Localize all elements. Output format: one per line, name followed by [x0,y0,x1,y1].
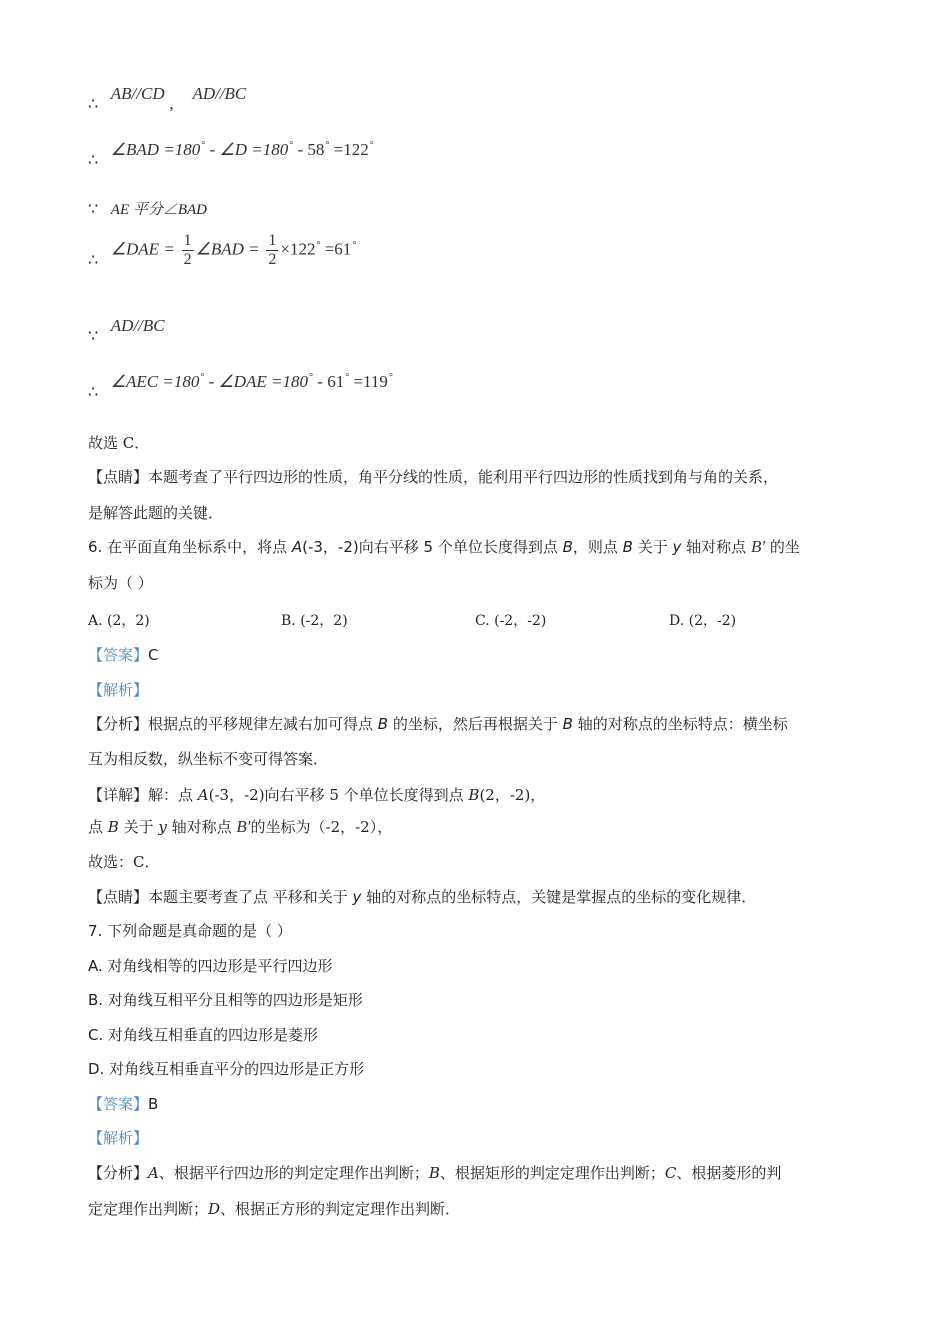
point-b: B [107,818,119,836]
answer-tag: 【答案】 [88,646,149,664]
proof-line-1 [88,84,247,113]
point-b-prime: B′ [750,537,766,556]
fraction-half [266,232,278,269]
point-a: A [291,538,303,556]
q7-fenxi-text: 、根据平行四边形的判定定理作出判断； [158,1164,429,1182]
choose-c-line: 故选 C． [88,434,150,452]
ae-bisects: AE 平分∠BAD [110,202,208,218]
q6-option-c: C. (-2，-2) [475,613,547,629]
math-bad: ∠BAD = [195,239,260,259]
q6-text: 6. 在平面直角坐标系中，将点 [88,538,292,556]
option-letter-c: C [664,1164,677,1182]
q6-xiangjie-text: 【详解】解：点 [88,786,198,804]
answer-tag: 【答案】 [88,1095,149,1113]
option-letter-a: A [148,1164,159,1182]
q6-dianjing-text: 【点睛】本题主要考查了点 平移和关于 [88,888,353,906]
degree: ° [325,140,330,151]
degree: ° [316,239,321,251]
dianjing-line-1: 【点睛】本题考查了平行四边形的性质，角平分线的性质，能利用平行四边形的性质找到角与角的关系， [88,468,779,486]
degree: ° [388,372,393,383]
q6-fenxi-line-2: 互为相反数，纵坐标不变可得答案． [88,750,329,768]
q6-option-a: A. (2，2) [88,613,150,629]
q7-fenxi-line-1 [88,1162,781,1183]
q6-choose-line: 故选：C． [88,853,160,871]
q6-xiangjie-line-2 [88,816,392,837]
q7-option-d: D. 对角线互相垂直平分的四边形是正方形 [88,1060,365,1078]
q6-fenxi-text: 的坐标，然后再根据关于 [388,715,563,733]
point-b: B [377,715,389,733]
therefore-symbol: ∴ [88,94,99,113]
q6-answer-line [88,644,159,665]
q6-stem-line-1 [88,536,800,557]
q7-fenxi-text: 、根据矩形的判定定理作出判断； [439,1164,665,1182]
q6-xiangjie-text: 关于 [118,818,159,836]
math-61: =61 [320,239,352,259]
q6-answer: C [148,646,159,664]
math-aec: ∠AEC =180 [110,372,200,391]
math-122: =122 [329,140,369,159]
therefore-symbol: ∴ [88,150,99,169]
numerator: 1 [183,232,192,249]
proof-line-6 [88,372,393,401]
q6-text: (-3，-2)向右平移 5 个单位长度得到点 [302,538,563,556]
q6-text: 的坐 [765,538,800,556]
point-b: B [562,715,573,733]
q6-jiexi-tag: 【解析】 [88,681,149,699]
point-a: A [197,786,209,804]
denominator: 2 [268,251,277,268]
point-b: B [468,786,480,804]
dianjing-line-2: 是解答此题的关键． [88,504,224,522]
q7-fenxi-text: 定定理作出判断； [88,1200,209,1218]
q7-option-b: B. 对角线互相平分且相等的四边形是矩形 [88,991,363,1009]
point-b: B [562,538,573,556]
q6-stem-line-2: 标为（ ） [88,574,153,592]
math-bad: ∠BAD =180 [110,140,201,159]
comma: , [169,94,174,113]
therefore-symbol: ∴ [88,382,99,401]
degree: ° [289,140,294,151]
degree: ° [369,140,374,151]
q6-option-b: B. (-2，2) [281,613,348,629]
q7-option-a: A. 对角线相等的四边形是平行四边形 [88,957,333,975]
degree: ° [352,239,357,251]
math-61: - 61 [313,372,345,391]
q6-fenxi-text: 【分析】根据点的平移规律左减右加可得点 [88,715,378,733]
because-symbol: ∵ [88,199,99,218]
degree: ° [200,372,205,383]
proof-line-4 [88,232,356,269]
math-times-122: ×122 [280,239,316,259]
math-d: - ∠D =180 [205,140,289,159]
numerator: 1 [268,232,277,249]
option-letter-b: B [428,1164,440,1182]
degree: ° [201,140,206,151]
option-letter-d: D [208,1200,221,1218]
q7-fenxi-text: 【分析】 [88,1164,149,1182]
therefore-symbol: ∴ [88,249,99,269]
denominator: 2 [183,251,192,268]
q6-text: ，则点 [572,538,623,556]
q6-xiangjie-text: (-3，-2)向右平移 5 个单位长度得到点 [208,786,469,804]
q6-xiangjie-text: (2，-2)， [479,786,546,804]
q6-dianjing-text: 轴的对称点的坐标特点，关键是掌握点的坐标的变化规律． [361,888,757,906]
fraction-half [182,232,194,269]
q6-option-d: D. (2，-2) [669,613,737,629]
math-ab-cd: AB//CD [110,84,165,103]
degree: ° [345,372,350,383]
q7-option-c: C. 对角线互相垂直的四边形是菱形 [88,1026,319,1044]
math-dae: - ∠DAE =180 [204,372,309,391]
q7-answer: B [148,1095,159,1113]
degree: ° [309,372,314,383]
q7-fenxi-text: 、根据菱形的判 [676,1164,782,1182]
math-119: =119 [349,372,388,391]
proof-line-3 [88,198,207,219]
point-b-prime: B′ [236,817,251,836]
q7-stem: 7. 下列命题是真命题的是（ ） [88,922,292,940]
y-axis-label: y [158,818,167,836]
q7-fenxi-line-2 [88,1198,460,1219]
math-ad-bc: AD//BC [192,84,247,103]
proof-line-2 [88,140,374,169]
q7-answer-line [88,1093,158,1114]
because-symbol: ∵ [88,326,99,345]
q6-xiangjie-text: 点 [88,818,108,836]
q6-dianjing-line [88,886,756,907]
q6-fenxi-line-1 [88,713,788,734]
q7-fenxi-text: 、根据正方形的判定定理作出判断． [220,1200,461,1218]
proof-line-5 [88,316,165,345]
q6-fenxi-text: 轴的对称点的坐标特点：横坐标 [572,715,788,733]
q6-xiangjie-line-1 [88,784,545,805]
math-58: - 58 [293,140,325,159]
q6-text: 轴对称点 [681,538,751,556]
point-b: B [622,538,633,556]
q6-text: 关于 [632,538,673,556]
q6-xiangjie-text: 的坐标为（-2，-2）， [250,818,393,836]
y-axis-label: y [672,538,682,556]
q7-jiexi-tag: 【解析】 [88,1129,149,1147]
math-dae: ∠DAE = [110,239,175,259]
y-axis-label: y [352,888,362,906]
math-ad-bc: AD//BC [110,316,165,335]
q6-xiangjie-text: 轴对称点 [166,818,237,836]
